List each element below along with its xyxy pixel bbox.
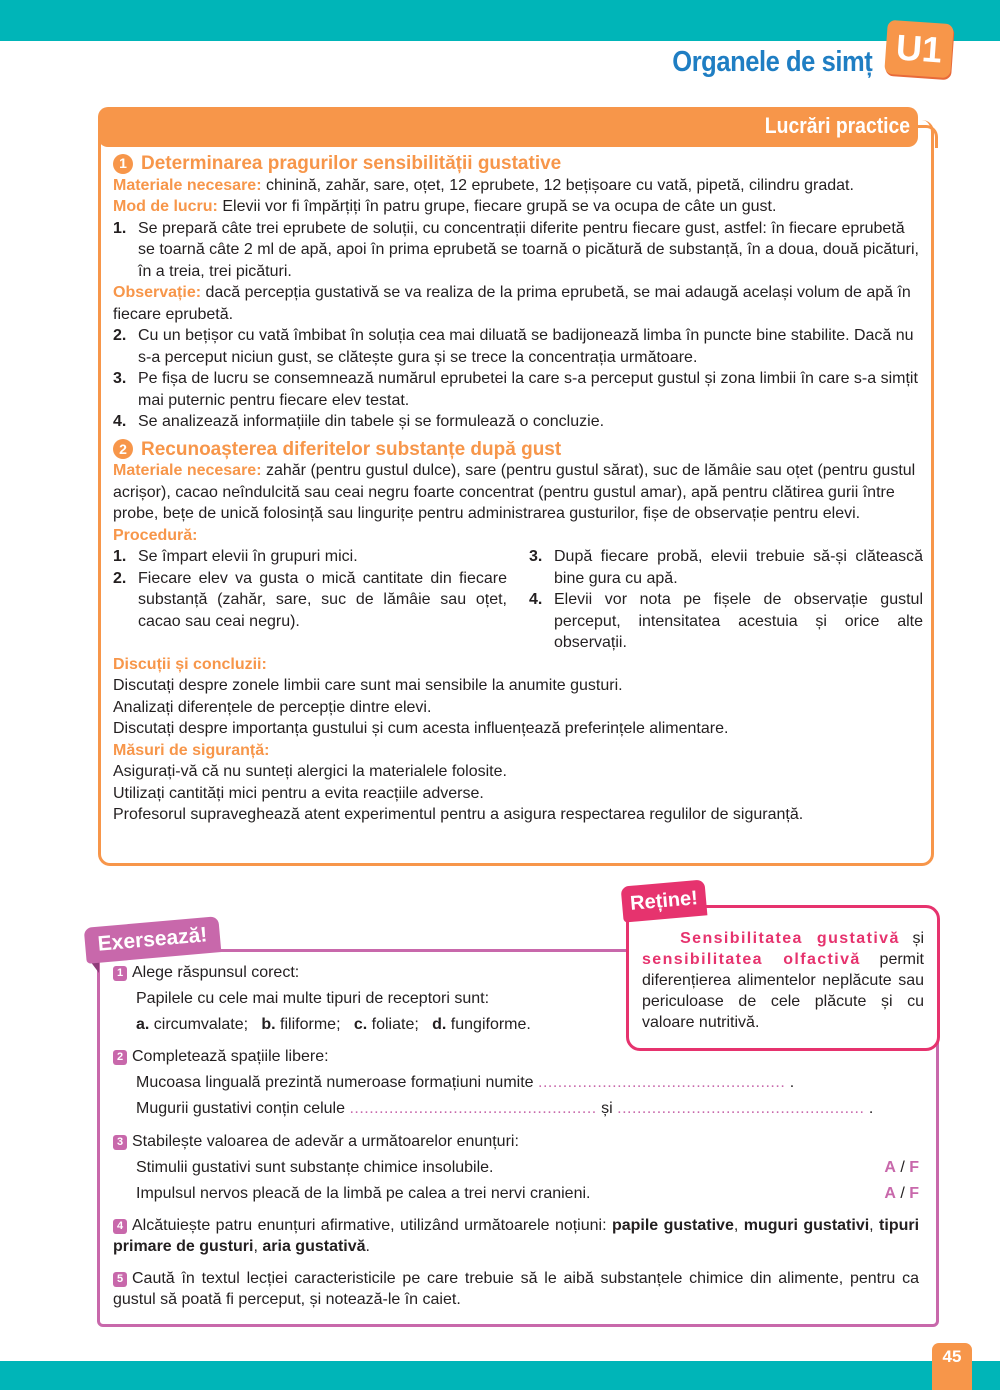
fill-text: Mucoasa linguală prezintă numeroase formațiuni numite <box>136 1074 538 1091</box>
true-false-choice[interactable] <box>884 1183 919 1204</box>
safety-line: Asigurați-vă că nu sunteți alergici la materialele folosite. <box>113 763 507 780</box>
false-option[interactable]: F <box>909 1159 919 1176</box>
option-text: filiforme; <box>275 1016 341 1033</box>
false-option[interactable]: F <box>909 1185 919 1202</box>
materials-label: Materiale necesare: <box>113 462 262 479</box>
step-number: 2. <box>113 327 127 344</box>
exercise-number-icon: 4 <box>113 1219 127 1234</box>
option-text: circumvalate; <box>149 1016 249 1033</box>
true-false-row <box>113 1183 919 1204</box>
procedure-text: Se împart elevii în grupuri mici. <box>138 548 358 565</box>
step-text: Pe fișa de lucru se consemnează numărul eprubetei la care s-a perceput gustul și zona limbii în care s-a simțit mai puternic pentru fiecare elev testat. <box>138 370 918 409</box>
exercise-1-prompt: Alege răspunsul corect: <box>132 964 300 981</box>
separator: / <box>895 1185 910 1202</box>
step-text: Se prepară câte trei eprubete de soluții, cu concentrații diferite pentru fiecare gust, astfel: în fiecare eprubetă se toarnă câte 2 ml de apă, apoi în prima eprubetă se toarnă o picătură de substanță, în a doua, două picături, în a treia, trei picături. <box>138 219 919 280</box>
separator: , <box>733 1217 744 1234</box>
term: tipuri primare de gusturi <box>113 1217 920 1255</box>
materials-line <box>113 175 923 197</box>
exercise-2 <box>113 1046 919 1119</box>
term: muguri gustativi <box>743 1217 870 1234</box>
exercise-number-icon: 1 <box>113 966 127 981</box>
observation-label: Observație: <box>113 284 202 301</box>
option-letter: b. <box>261 1016 276 1033</box>
retine-text <box>642 928 924 1033</box>
step-number: 1. <box>113 219 127 237</box>
exercise-label: Exersează! <box>84 916 222 964</box>
safety-line: Utilizați cantități mici pentru a evita reacțiile adverse. <box>113 784 484 802</box>
fill-text: și <box>596 1100 618 1117</box>
safety-line: Profesorul supraveghează atent experimentul pentru a asigura respectarea regulilor de siguranță. <box>113 806 804 823</box>
term: aria gustativă <box>262 1238 366 1255</box>
header-connector <box>915 125 938 148</box>
activity-2-title: Recunoașterea diferitelor substanțe după gust <box>141 438 562 460</box>
exercise-1-question: Papilele cu cele mai multe tipuri de receptori sunt: <box>136 990 490 1007</box>
fill-line-1 <box>113 1072 919 1093</box>
top-band <box>0 0 1000 41</box>
retine-body: permit diferențierea alimentelor neplăcute sau periculoase de cele plăcute și cu valoare nutritivă. <box>642 951 924 1031</box>
separator: , <box>869 1217 880 1234</box>
step-item <box>113 411 923 433</box>
unit-badge: U1 <box>884 20 954 78</box>
exercise-1-options <box>113 1014 613 1035</box>
practice-label: Lucrări practice <box>764 113 910 138</box>
activity-1-title: Determinarea pragurilor sensibilității gustative <box>141 153 562 174</box>
exercise-2-prompt-line <box>113 1046 919 1067</box>
activity-1 <box>113 153 923 826</box>
blank-field[interactable]: .................................................. <box>349 1100 597 1117</box>
procedure-number: 4. <box>529 591 543 608</box>
bottom-band <box>0 1361 1000 1390</box>
procedure-item <box>113 568 507 633</box>
materials-label: Materiale necesare: <box>113 176 262 194</box>
procedure-column-right <box>529 546 923 654</box>
method-text: Elevii vor fi împărțiți în patru grupe, fiecare grupă se va ocupa de câte un gust. <box>217 198 777 215</box>
discussion-label: Discuții și concluzii: <box>113 655 267 673</box>
statement-text: Stimulii gustativi sunt substanțe chimice insolubile. <box>136 1159 494 1176</box>
true-false-choice[interactable] <box>884 1157 919 1178</box>
option-letter: d. <box>432 1016 447 1033</box>
punctuation: . <box>785 1074 795 1091</box>
practice-header <box>98 107 918 147</box>
activity-1-heading <box>113 153 923 175</box>
step-text: Se analizează informațiile din tabele și se formulează o concluzie. <box>138 413 605 430</box>
true-false-row <box>113 1157 919 1178</box>
punctuation: . <box>864 1100 874 1117</box>
option-letter: a. <box>136 1016 150 1033</box>
step-number: 3. <box>113 370 127 387</box>
number-badge-icon: 2 <box>113 439 133 459</box>
step-item <box>113 218 923 283</box>
exercise-1-prompt-line <box>113 962 613 983</box>
option-text: foliate; <box>367 1016 419 1033</box>
statement-text: Impulsul nervos pleacă de la limbă pe calea a trei nervi cranieni. <box>136 1185 591 1202</box>
exercise-5-text: Caută în textul lecției caracteristicile pe care trebuie să le aibă substanțele chimice din alimente, pentru ca gustul să poată fi perceput, și notează-le în caiet. <box>113 1270 919 1308</box>
procedure-text: Fiecare elev va gusta o mică cantitate din fiecare substanță (zahăr, sare, suc de lămâie sau oțet, cacao sau ceai negru). <box>138 569 507 630</box>
exercise-4 <box>113 1215 919 1257</box>
number-badge-icon: 1 <box>113 154 133 174</box>
exercise-3-prompt: Stabilește valoarea de adevăr a următoarelor enunțuri: <box>132 1133 519 1150</box>
exercise-number-icon: 5 <box>113 1272 127 1287</box>
blank-field[interactable]: .................................................. <box>617 1100 865 1117</box>
exercise-4-text: Alcătuiește patru enunțuri afirmative, utilizând următoarele noțiuni: <box>132 1217 612 1234</box>
exercise-number-icon: 3 <box>113 1135 127 1150</box>
method-label: Mod de lucru: <box>113 198 218 215</box>
exercise-5 <box>113 1268 919 1310</box>
safety-label: Măsuri de siguranță: <box>113 741 270 759</box>
observation-line <box>113 282 923 325</box>
procedure-columns <box>113 546 923 654</box>
discussion-line: Discutați despre zonele limbii care sunt mai sensibile la anumite gusturi. <box>113 677 623 694</box>
procedure-number: 3. <box>529 548 543 565</box>
punctuation: . <box>365 1238 370 1255</box>
exercise-3 <box>113 1131 919 1204</box>
exercise-3-prompt-line <box>113 1131 919 1152</box>
procedure-item <box>529 589 923 654</box>
procedure-label: Procedură: <box>113 526 198 544</box>
materials-text: zahăr (pentru gustul dulce), sare (pentru gustul sărat), suc de lămâie sau oțet (pentru gustul acrișor), cacao neîndulcită sau ceai negru foarte concentrat (pentru gustul amar), apă pentru clătirea gurii între probe, bețe de unică folosință sau lingurițe pentru administrarea gusturilor, fișe de observație pentru elevi. <box>113 462 916 522</box>
procedure-number: 1. <box>113 548 127 565</box>
blank-field[interactable]: .................................................. <box>538 1074 786 1091</box>
procedure-text: După fiecare probă, elevii trebuie să-și clătească bine gura cu apă. <box>554 548 923 587</box>
discussion-line: Analizați diferențele de percepție dintre elevi. <box>113 698 432 716</box>
page-number: 45 <box>932 1343 972 1390</box>
retine-conj: și <box>899 930 925 947</box>
exercise-1 <box>113 962 613 1035</box>
true-option[interactable]: A <box>884 1185 896 1202</box>
procedure-number: 2. <box>113 569 127 587</box>
true-option[interactable]: A <box>884 1159 896 1176</box>
procedure-item <box>529 546 923 589</box>
page-title: Organele de simț <box>671 46 872 78</box>
materials-text: chinină, zahăr, sare, oțet, 12 eprubete, 12 bețișoare cu vată, pipetă, cilindru gradat. <box>261 176 854 194</box>
step-item <box>113 325 923 368</box>
separator: , <box>253 1238 263 1255</box>
retine-label: Reține! <box>621 879 708 922</box>
option-letter: c. <box>353 1016 368 1033</box>
term: papile gustative <box>611 1217 734 1234</box>
discussion-line: Discutați despre importanța gustului și cum acesta influențează preferințele alimentare. <box>113 720 729 737</box>
retine-term-2: sensibilitatea olfactivă <box>642 951 861 968</box>
method-line <box>113 196 923 218</box>
step-text: Cu un bețișor cu vată îmbibat în soluția cea mai diluată se badijonează limba în puncte bine stabilite. Dacă nu s-a perceput niciun gust, se clătește gura și se trece la concentrația următoare. <box>138 327 914 366</box>
procedure-item <box>113 546 507 568</box>
option-text: fungiforme. <box>446 1016 531 1033</box>
retine-term-1: Sensibilitatea gustativă <box>680 930 900 947</box>
procedure-text: Elevii vor nota pe fișele de observație gustul perceput, intensitatea acestuia și orice alte observații. <box>554 591 923 651</box>
step-item <box>113 368 923 411</box>
step-number: 4. <box>113 413 127 430</box>
exercise-number-icon: 2 <box>113 1050 127 1065</box>
separator: / <box>895 1159 910 1176</box>
fill-text: Mugurii gustativi conțin celule <box>136 1100 350 1117</box>
fill-line-2 <box>113 1098 919 1119</box>
observation-text: dacă percepția gustativă se va realiza de la prima eprubetă, se mai adaugă același volum de apă în fiecare eprubetă. <box>113 284 911 323</box>
materials-line <box>113 460 923 525</box>
procedure-column-left <box>113 546 507 654</box>
activity-2-heading <box>113 439 923 461</box>
exercise-2-prompt: Completează spațiile libere: <box>132 1048 329 1065</box>
